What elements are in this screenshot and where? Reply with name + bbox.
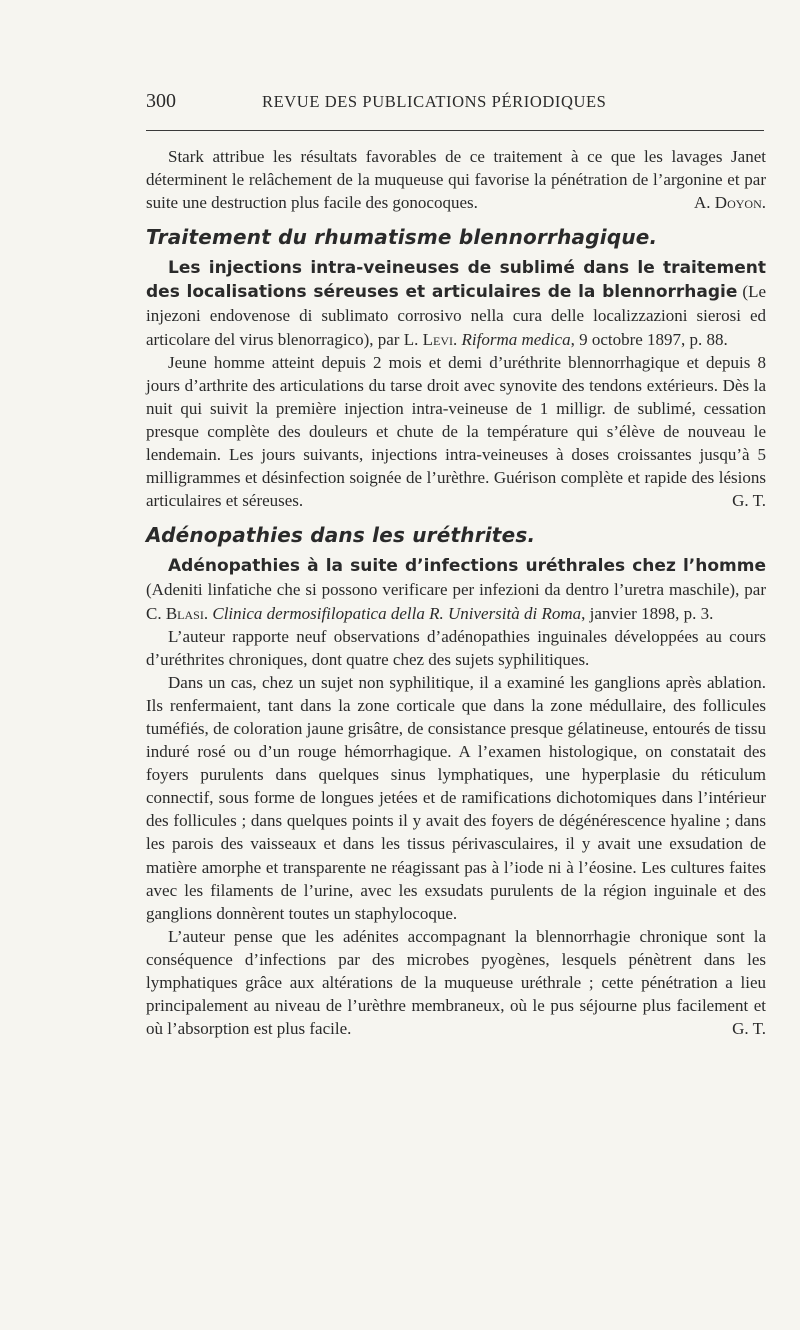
page-number: 300 bbox=[146, 90, 176, 112]
citation-journal-1: Riforma medica bbox=[461, 329, 571, 349]
paragraph-observations: L’auteur rapporte neuf observations d’adénopathies inguinales développées au cours d’uréthrites chroniques, dont quatre chez des sujets syphilitiques. bbox=[146, 626, 766, 669]
signoff-name: Doyon. bbox=[714, 193, 766, 213]
article-title-1: Les injections intra-veineuses de sublimé dans le traitement des localisations séreuses et articulaires de la blennorrhagie bbox=[146, 258, 766, 303]
signoff-2: G. T. bbox=[732, 1019, 766, 1039]
page-header bbox=[146, 90, 764, 118]
paragraph-case-1 bbox=[146, 351, 766, 513]
section-heading-adenopathies: Adénopathies dans les uréthrites. bbox=[146, 523, 536, 548]
paragraph-case-1-text: Jeune homme atteint depuis 2 mois et demi d’uréthrite blennorrhagique et depuis 8 jours d’arthrite des articulations du tarse droit avec synovite des tendons extérieurs. Dès la nuit qui suivit la première injection intra-veineuse de 1 milligr. de sublimé, cessation presque complète des douleurs et chute de la température qui s’élève de nouveau le lendemain. Les jours suivants, injections intra-veineuses à doses croissantes jusqu’à 5 milligrammes et désinfection soignée de l’urèthre. Guérison complète et rapide des lésions articulaires et séreuses. bbox=[146, 352, 766, 511]
paragraph-conclusion-text: L’auteur pense que les adénites accompagnant la blennorrhagie chronique sont la conséquence d’infections par des microbes pyogènes, lesquels pénètrent dans les lymphatiques grâce aux altérations de la muqueuse uréthrale ; cette pénétration a lieu principalement au niveau de l’urèthre membraneux, où le pus séjourne plus facilement et où l’absorption est plus facile. bbox=[146, 926, 766, 1039]
intro-paragraph bbox=[146, 145, 766, 214]
citation-author-1: Levi bbox=[422, 329, 453, 349]
running-title: REVUE DES PUBLICATIONS PÉRIODIQUES bbox=[262, 92, 607, 111]
article-header-1 bbox=[146, 256, 766, 350]
intro-text: Stark attribue les résultats favorables de ce traitement à ce que les lavages Janet déterminent le relâchement de la muqueuse qui favorise la pénétration de l’argonine et par suite une destruction plus facile des gonocoques. bbox=[146, 147, 766, 213]
citation-author-2: Blasi bbox=[165, 603, 204, 623]
article-body bbox=[146, 145, 766, 1040]
signoff-initial: A. bbox=[694, 193, 715, 213]
citation-mid-2: . bbox=[203, 603, 213, 623]
section-heading-rhumatisme: Traitement du rhumatisme blennorrhagique. bbox=[146, 225, 658, 250]
header-rule bbox=[146, 130, 764, 131]
citation-post-2: , janvier 1898, p. 3. bbox=[581, 603, 714, 623]
citation-mid-1: . bbox=[453, 329, 462, 349]
article-title-2: Adénopathies à la suite d’infections uréthrales chez l’homme bbox=[168, 556, 766, 577]
citation-post-1: , 9 octobre 1897, p. 88. bbox=[570, 329, 728, 349]
citation-journal-2: Clinica dermosifilopatica della R. Università di Roma bbox=[212, 603, 582, 623]
citation-pre-2: (Adeniti linfatiche che si possono verificare per infezioni da dentro l’uretra maschile), par C. bbox=[146, 580, 766, 623]
citation-pre-1: (Le injezoni endovenose di sublimato corrosivo nella cura delle localizzazioni sierosi ed articolare del virus blenorragico), par L. bbox=[146, 282, 766, 349]
signoff-1: G. T. bbox=[732, 491, 766, 511]
intro-signoff bbox=[672, 191, 766, 214]
paragraph-conclusion bbox=[146, 925, 766, 1040]
article-header-2 bbox=[146, 554, 766, 624]
paragraph-histology: Dans un cas, chez un sujet non syphilitique, il a examiné les ganglions après ablation. Ils renfermaient, tant dans la zone corticale que dans la zone médullaire, des follicules tuméfiés, de coloration jaune grisâtre, de consistance presque gélatineuse, entourés de tissu induré rosé ou d’un rouge hémorrhagique. A l’examen histologique, on constatait des foyers purulents dans quelques sinus lymphatiques, une hyperplasie du réticulum connectif, sous forme de longues jetées et de ramifications dichotomiques dans l’intérieur des follicules ; dans quelques points il y avait des foyers de dégénérescence hyaline ; dans les parois des vaisseaux et dans les tissus périvasculaires, il y avait une exsudation de matière amorphe et transparente ne réagissant pas à l’iode ni à l’éosine. Les cultures faites avec les filaments de l’urine, avec les exsudats purulents de la région inguinale et des ganglions donnèrent toutes un staphylocoque. bbox=[146, 672, 766, 923]
